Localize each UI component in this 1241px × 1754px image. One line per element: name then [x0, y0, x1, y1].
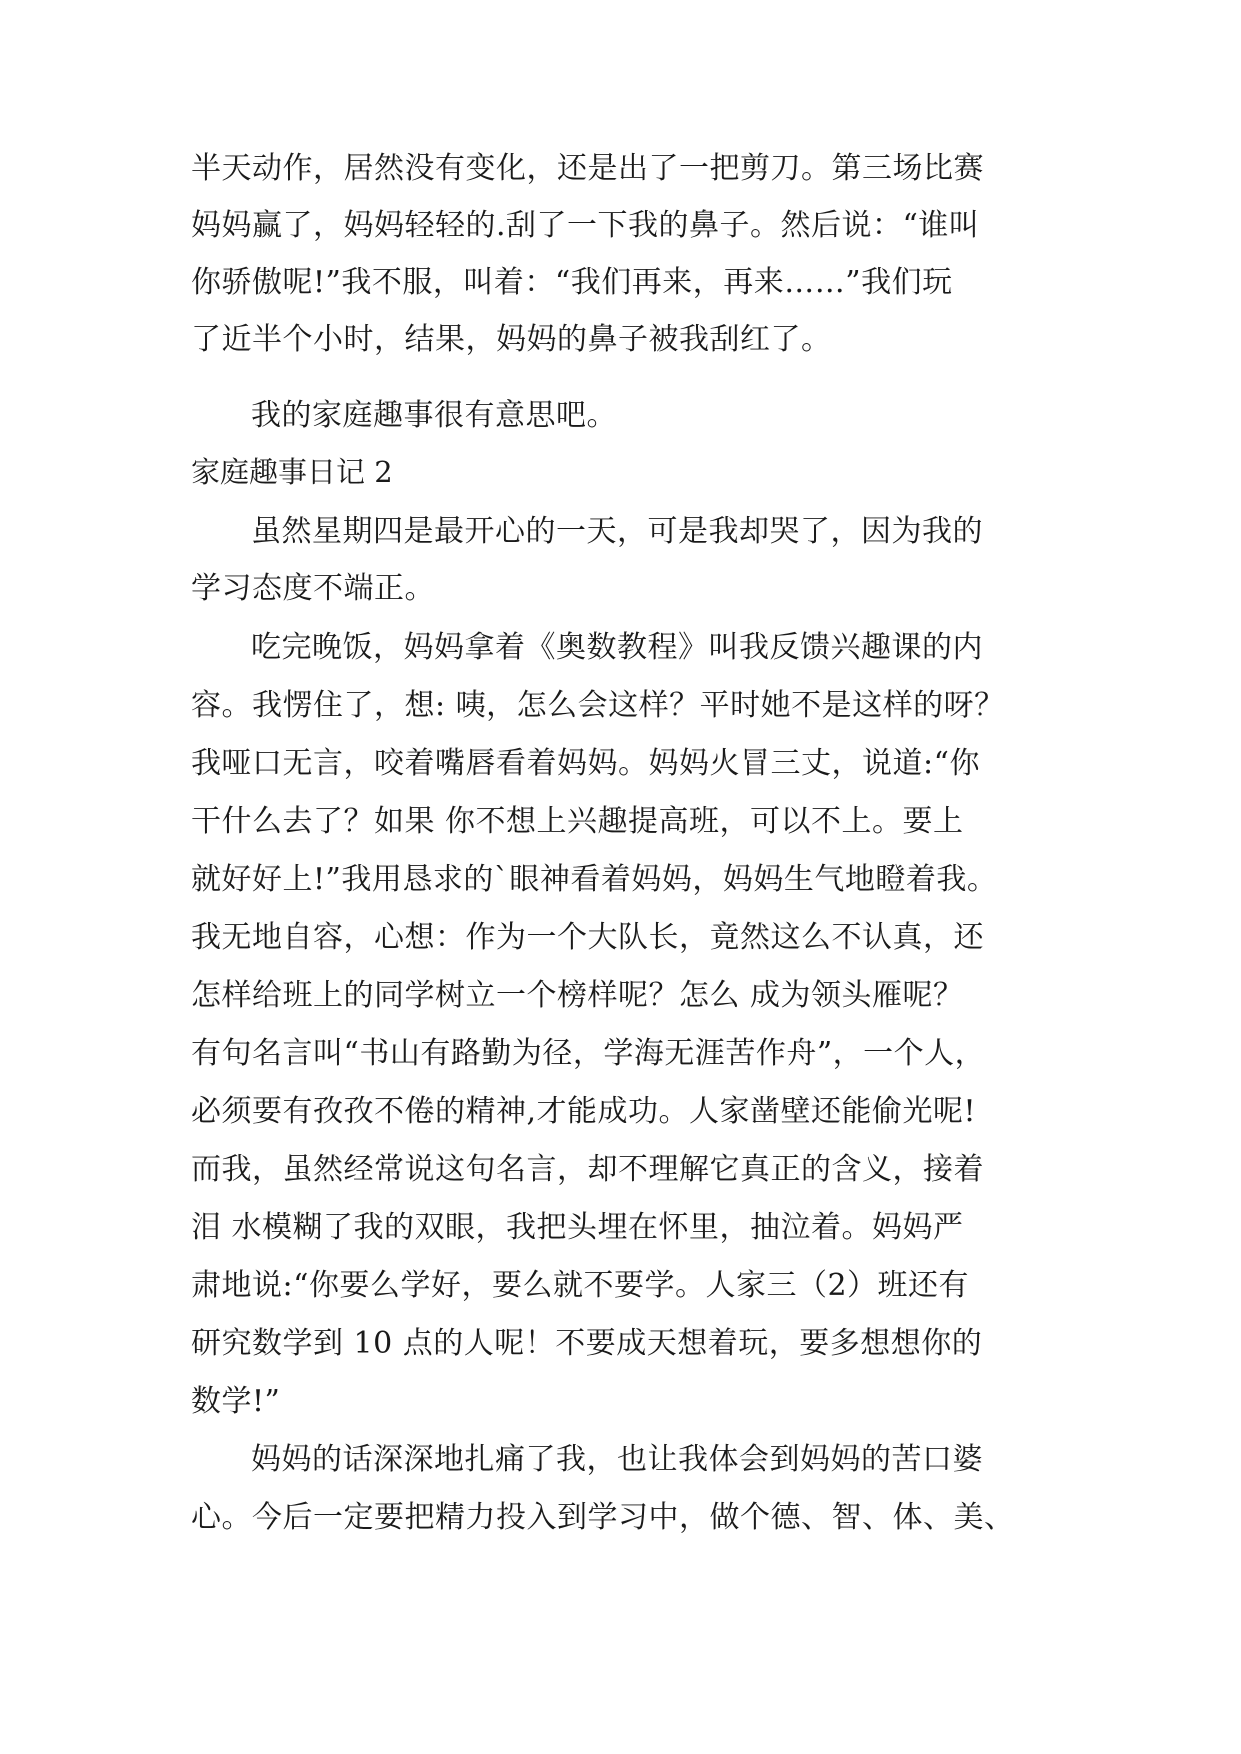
text-line: 你骄傲呢!”我不服，叫着：“我们再来，再来……”我们玩: [191, 265, 953, 300]
paragraph-line: 我的家庭趣事很有意思吧。: [251, 398, 617, 433]
text-line: 学习态度不端正。: [191, 571, 435, 606]
text-line: 就好好上!”我用恳求的`眼神看着妈妈，妈妈生气地瞪着我。: [191, 862, 998, 897]
text-line: 我哑口无言，咬着嘴唇看着妈妈。妈妈火冒三丈，说道:“你: [191, 746, 980, 781]
text-line: 干什么去了？如果 你不想上兴趣提高班，可以不上。要上: [191, 804, 964, 839]
text-line: 泪 水模糊了我的双眼，我把头埋在怀里，抽泣着。妈妈严: [191, 1210, 964, 1245]
text-line: 而我，虽然经常说这句名言，却不理解它真正的含义，接着: [191, 1152, 984, 1187]
paragraph-line: 妈妈的话深深地扎痛了我，也让我体会到妈妈的苦口婆: [251, 1442, 983, 1477]
text-line: 有句名言叫“书山有路勤为径，学海无涯苦作舟”，一个人，: [191, 1036, 986, 1071]
paragraph-line: 吃完晚饭，妈妈拿着《奥数教程》叫我反馈兴趣课的内: [251, 630, 983, 665]
text-line: 我无地自容，心想：作为一个大队长，竟然这么不认真，还: [191, 920, 984, 955]
text-line: 研究数学到 10 点的人呢！不要成天想着玩，要多想想你的: [191, 1326, 983, 1361]
text-line: 心。今后一定要把精力投入到学习中，做个德、智、体、美、: [191, 1500, 1015, 1535]
text-line: 半天动作，居然没有变化，还是出了一把剪刀。第三场比赛: [191, 151, 984, 186]
text-line: 容。我愣住了，想: 咦，怎么会这样？平时她不是这样的呀？: [191, 688, 1005, 723]
text-line: 了近半个小时，结果，妈妈的鼻子被我刮红了。: [191, 322, 832, 357]
text-line: 数学!”: [191, 1384, 281, 1419]
text-line: 肃地说:“你要么学好，要么就不要学。人家三（2）班还有: [191, 1268, 970, 1303]
text-line: 妈妈赢了，妈妈轻轻的.刮了一下我的鼻子。然后说：“谁叫: [191, 208, 980, 243]
section-heading: 家庭趣事日记 2: [191, 455, 393, 489]
paragraph-line: 虽然星期四是最开心的一天，可是我却哭了，因为我的: [251, 514, 983, 549]
text-line: 必须要有孜孜不倦的精神,才能成功。人家凿壁还能偷光呢!: [191, 1094, 977, 1129]
text-line: 怎样给班上的同学树立一个榜样呢？怎么 成为领头雁呢？: [191, 978, 964, 1013]
